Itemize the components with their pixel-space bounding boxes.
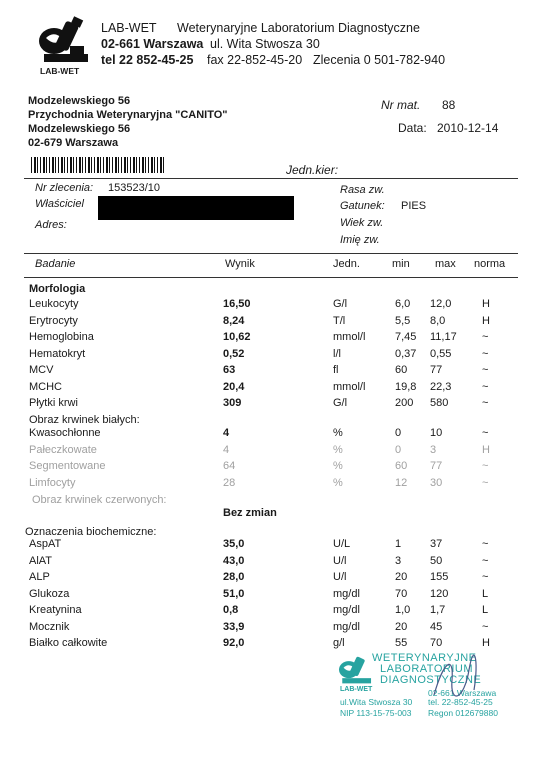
unit-value: U/l [333,554,347,567]
test-name: Limfocyty [29,476,76,489]
table-row [0,571,541,587]
max-value: 30 [430,476,443,489]
max-value: 10 [430,427,443,439]
test-name: Pałeczkowate [29,443,97,456]
unit-value: % [333,460,343,472]
norm-flag: ~ [482,397,489,409]
col-max: max [435,258,456,270]
min-value: 3 [395,554,402,567]
lab-stamp [336,650,526,750]
max-value: 11,17 [430,331,457,343]
age-label: Wiek zw. [340,217,384,229]
result-value: 10,62 [223,331,251,343]
section-biochem: Oznaczenia biochemiczne: [25,526,157,538]
name-label: Imię zw. [340,234,380,246]
table-row [0,381,541,397]
test-name: Białko całkowite [29,637,108,649]
unit-value: mg/dl [333,587,360,600]
table-row [0,538,541,554]
date-value: 2010-12-14 [437,121,499,135]
norm-flag: ~ [482,571,489,583]
nr-mat-label: Nr mat. [381,98,421,112]
min-value: 70 [395,587,408,600]
result-value: 16,50 [223,298,251,310]
lab-fax: fax 22-852-45-20 [207,53,303,67]
divider [24,277,518,278]
section-morfologia: Morfologia [29,283,86,295]
table-row [0,444,541,460]
stamp-microscope-icon [336,652,376,686]
max-value: 22,3 [430,380,452,393]
norm-flag: L [482,604,489,616]
table-row [0,477,541,493]
stamp-line-1: WETERYNARYJNE [372,652,477,664]
test-name: Płytki krwi [29,397,78,409]
test-name: Kreatynina [29,604,82,616]
min-value: 5,5 [395,314,411,327]
logo-label: LAB-WET [40,66,80,76]
unit-value: G/l [333,397,348,409]
stamp-tel: tel. 22-852-45-25 [428,697,493,707]
col-result: Wynik [225,258,255,270]
owner-redacted [98,196,294,220]
min-value: 20 [395,571,408,583]
owner-label: Właściciel [35,198,84,210]
divider [24,253,518,254]
norm-flag: H [482,314,490,327]
lab-name: LAB-WET [101,21,157,35]
lab-address-code: 02-661 Warszawa [101,37,204,51]
result-value: 8,24 [223,314,245,327]
test-name: AlAT [29,554,53,567]
result-value: 43,0 [223,554,245,567]
unit-value: mg/dl [333,604,360,616]
client-line-2: Przychodnia Weterynaryjna "CANITO" [28,109,228,121]
col-norm: norma [474,258,506,270]
test-name: Kwasochłonne [29,427,101,439]
col-unit: Jedn. [333,258,360,270]
max-value: 8,0 [430,314,446,327]
max-value: 37 [430,538,443,550]
test-name: AspAT [29,538,62,550]
table-row [0,604,541,620]
stamp-addr-1: 02-661 Warszawa [428,688,497,698]
min-value: 12 [395,476,408,489]
min-value: 60 [395,364,408,376]
table-row [0,364,541,380]
max-value: 45 [430,620,443,633]
unit-value: T/l [333,314,346,327]
norm-flag: ~ [482,460,489,472]
max-value: 155 [430,571,449,583]
unit-value: % [333,476,343,489]
client-line-3: Modzelewskiego 56 [28,123,131,135]
unit-value: g/l [333,637,345,649]
max-value: 1,7 [430,604,446,616]
max-value: 580 [430,397,449,409]
breed-label: Rasa zw. [340,184,385,196]
section-wbc-smear: Obraz krwinek białych: [29,414,140,426]
min-value: 1 [395,538,402,550]
result-value: 64 [223,460,236,472]
min-value: 20 [395,620,408,633]
column-headers [0,258,541,274]
microscope-icon [36,14,94,66]
max-value: 77 [430,460,443,472]
max-value: 70 [430,637,443,649]
min-value: 1,0 [395,604,411,616]
norm-flag: ~ [482,554,489,567]
order-label: Nr zlecenia: [35,182,94,194]
table-row [0,331,541,347]
result-value: 28,0 [223,571,245,583]
result-value: 92,0 [223,637,245,649]
min-value: 19,8 [395,380,417,393]
min-value: 60 [395,460,408,472]
result-value: 0,52 [223,347,245,360]
stamp-addr-2: ul.Wita Stwosza 30 [340,697,413,707]
norm-flag: ~ [482,620,489,633]
table-row [0,298,541,314]
max-value: 77 [430,364,443,376]
table-row [0,460,541,476]
table-row [0,315,541,331]
section-rbc-smear: Obraz krwinek czerwonych: [32,494,167,506]
test-name: ALP [29,571,50,583]
test-name: MCV [29,364,54,376]
test-name: MCHC [29,380,62,393]
result-value: 4 [223,443,230,456]
stamp-nip: NIP 113-15-75-003 [340,708,412,718]
unit-value: mg/dl [333,620,360,633]
norm-flag: ~ [482,427,489,439]
col-min: min [392,258,410,270]
norm-flag: ~ [482,331,489,343]
norm-flag: H [482,443,490,456]
nr-mat-value: 88 [442,98,456,112]
unit-value: fl [333,364,339,376]
result-value: 0,8 [223,604,239,616]
col-test: Badanie [35,258,76,270]
table-row [0,397,541,413]
max-value: 120 [430,587,449,600]
lab-address-street: ul. Wita Stwosza 30 [210,37,320,51]
table-row [0,427,541,443]
norm-flag: ~ [482,380,489,393]
result-value: 35,0 [223,538,245,550]
test-name: Erytrocyty [29,314,78,327]
stamp-line-3: DIAGNOSTYCZNE [380,674,482,686]
species-value: PIES [401,200,427,212]
unit-value: mmol/l [333,380,366,393]
max-value: 0,55 [430,347,452,360]
result-value: 4 [223,427,230,439]
lab-orders: Zlecenia 0 501-782-940 [313,53,446,67]
test-name: Mocznik [29,620,70,633]
norm-flag: H [482,298,490,310]
norm-flag: ~ [482,538,489,550]
min-value: 0 [395,443,402,456]
result-value: 51,0 [223,587,245,600]
stamp-regon: Regon 012679880 [428,708,498,718]
unit-value: l/l [333,347,341,360]
order-value: 153523/10 [108,182,160,194]
signature [424,650,484,710]
test-name: Hemoglobina [29,331,94,343]
address-label: Adres: [35,219,67,231]
result-value: 20,4 [223,380,245,393]
stamp-line-2: LABORATORIUM [380,663,473,675]
unit-value: U/L [333,538,351,550]
unit-value: % [333,443,343,456]
result-value: 28 [223,476,236,489]
max-value: 50 [430,554,443,567]
stamp-logo: LAB-WET [340,686,373,693]
result-value: 63 [223,364,236,376]
divider [24,178,518,179]
min-value: 0 [395,427,402,439]
min-value: 55 [395,637,408,649]
table-row [0,555,541,571]
species-label: Gatunek: [340,200,385,212]
norm-flag: ~ [482,347,489,360]
test-name: Leukocyty [29,298,79,310]
min-value: 7,45 [395,331,417,343]
table-row [0,348,541,364]
max-value: 12,0 [430,298,452,310]
rbc-smear-result: Bez zmian [223,507,277,519]
norm-flag: L [482,587,489,600]
client-line-1: Modzelewskiego 56 [28,95,131,107]
min-value: 6,0 [395,298,411,310]
min-value: 0,37 [395,347,417,360]
unit-value: % [333,427,343,439]
barcode [31,157,164,173]
norm-flag: ~ [482,364,489,376]
test-name: Hematokryt [29,347,86,360]
max-value: 3 [430,443,437,456]
test-name: Segmentowane [29,460,106,472]
unit-label: Jedn.kier: [286,163,339,177]
lab-logo [36,14,94,78]
unit-value: U/l [333,571,347,583]
norm-flag: ~ [482,476,489,489]
table-row [0,621,541,637]
norm-flag: H [482,637,490,649]
lab-phone: tel 22 852-45-25 [101,53,194,67]
unit-value: mmol/l [333,331,366,343]
lab-full-name: Weterynaryjne Laboratorium Diagnostyczne [177,21,420,35]
date-label: Data: [398,121,427,135]
min-value: 200 [395,397,414,409]
client-line-4: 02-679 Warszawa [28,137,119,149]
result-value: 309 [223,397,242,409]
table-row [0,588,541,604]
result-value: 33,9 [223,620,245,633]
test-name: Glukoza [29,587,70,600]
unit-value: G/l [333,298,348,310]
